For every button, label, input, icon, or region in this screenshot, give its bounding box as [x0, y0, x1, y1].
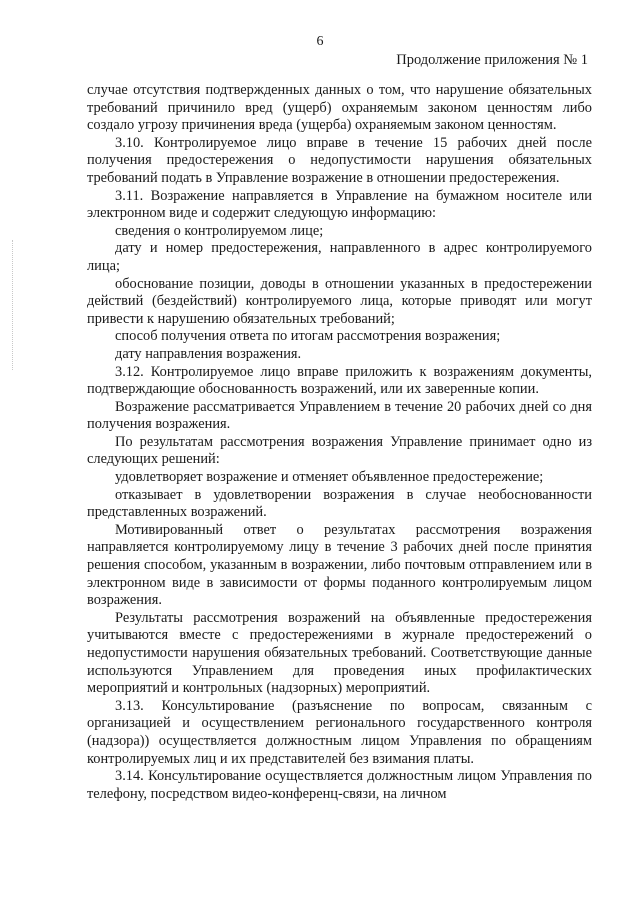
paragraph-continuation: случае отсутствия подтвержденных данных о том, что нарушение обязательных требований причинило вред (ущерб) охраняемым законом ценностям либо создало угрозу причинения вреда (ущерба) охраняемым законом ценностям.: [87, 82, 592, 134]
paragraph-3-13: 3.13. Консультирование (разъяснение по вопросам, связанным с организацией и осуществлением регионального государственного контроля (надзора)) осуществляется должностным лицом Управления по обращениям контролируемых лиц и их представителей без взимания платы.: [87, 697, 592, 767]
list-item-response-method: способ получения ответа по итогам рассмотрения возражения;: [115, 328, 501, 345]
list-item-position-justification: обоснование позиции, доводы в отношении указанных в предостережении действий (бездействий) контролируемого лица, которые приводят или могут привести к нарушению обязательных требований;: [87, 275, 592, 327]
scan-margin-artifact: [12, 240, 15, 370]
list-item-warning-date-number: дату и номер предостережения, направленного в адрес контролируемого лица;: [87, 240, 592, 274]
list-item-objection-date: дату направления возражения.: [115, 345, 302, 362]
paragraph-results-accounting: Результаты рассмотрения возражений на объявленные предостережения учитываются вместе с предостережениями в журнале предостережений о недопустимости нарушения обязательных требований. Соответствующие данные используются Управлением для проведения иных профилактических мероприятий и контрольных (надзорных) мероприятий.: [87, 609, 592, 697]
document-body: [87, 82, 592, 803]
paragraph-3-12: 3.12. Контролируемое лицо вправе приложить к возражениям документы, подтверждающие обоснованность возражений, или их заверенные копии.: [87, 363, 592, 398]
list-item-refuse-objection: отказывает в удовлетворении возражения в случае необоснованности представленных возражений.: [87, 486, 592, 521]
paragraph-reasoned-response: Мотивированный ответ о результатах рассмотрения возражения направляется контролируемому лицу в течение 3 рабочих дней после принятия решения способом, указанным в возражении, либо почтовым отправлением или в электронном виде в зависимости от формы поданного контролируемым лицом возражения.: [87, 521, 592, 609]
page-number: 6: [316, 34, 324, 49]
paragraph-3-14: 3.14. Консультирование осуществляется должностным лицом Управления по телефону, посредством видео-конференц-связи, на личном: [87, 768, 592, 802]
list-item-satisfy-objection: удовлетворяет возражение и отменяет объявленное предостережение;: [115, 469, 544, 486]
list-item-controlled-person-info: сведения о контролируемом лице;: [115, 222, 324, 239]
paragraph-3-10: 3.10. Контролируемое лицо вправе в течение 15 рабочих дней после получения предостережения о недопустимости нарушения обязательных требований подать в Управление возражение в отношении предостережения.: [87, 134, 592, 186]
paragraph-decisions-intro: По результатам рассмотрения возражения Управление принимает одно из следующих решений:: [87, 433, 592, 468]
appendix-continuation-label: Продолжение приложения № 1: [396, 52, 588, 68]
paragraph-review-period: Возражение рассматривается Управлением в течение 20 рабочих дней со дня получения возражения.: [87, 398, 592, 433]
paragraph-3-11: 3.11. Возражение направляется в Управление на бумажном носителе или электронном виде и содержит следующую информацию:: [87, 187, 592, 222]
